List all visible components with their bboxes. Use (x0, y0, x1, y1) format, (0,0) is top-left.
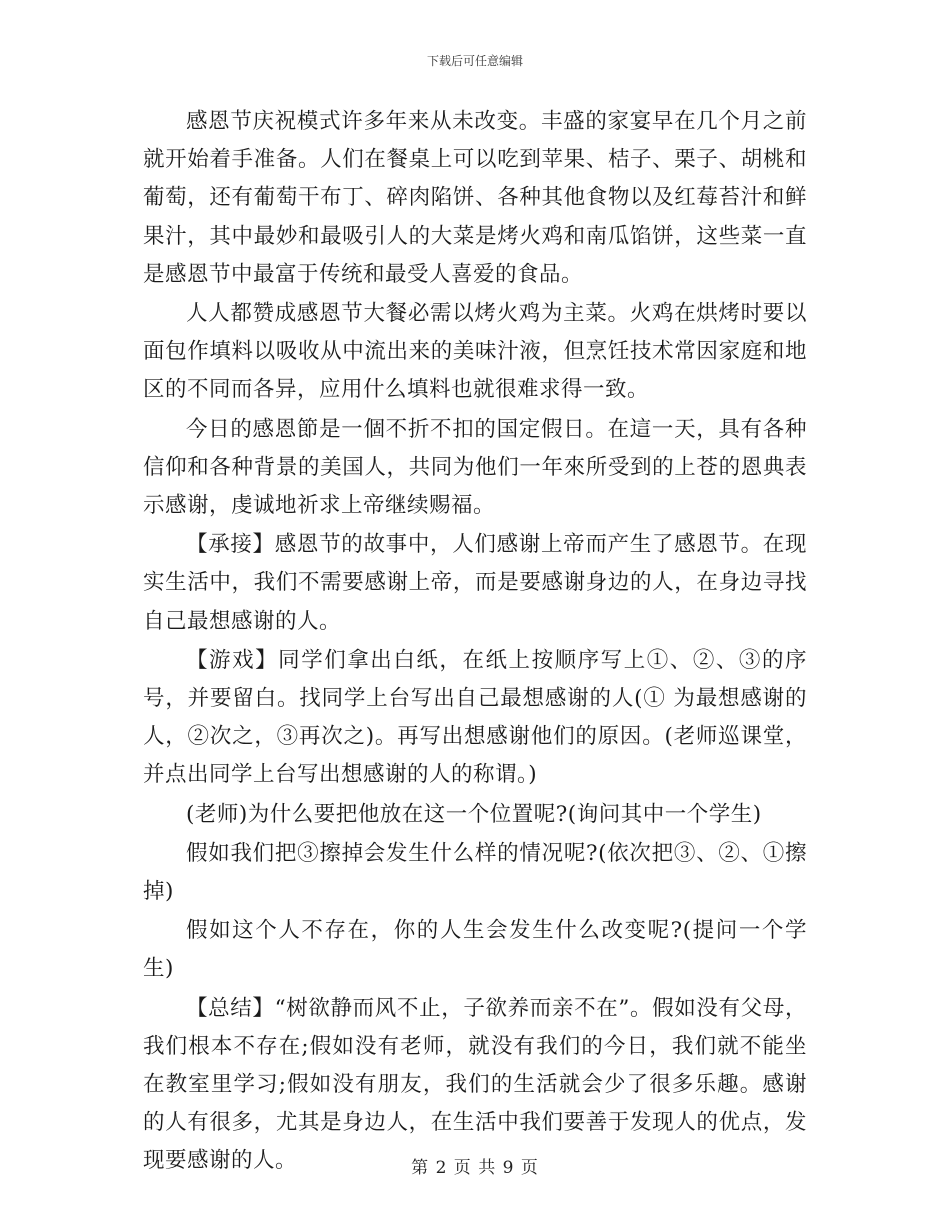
paragraph-transition: 【承接】感恩节的故事中，人们感谢上帝而产生了感恩节。在现实生活中，我们不需要感谢上帝，而是要感谢身边的人，在身边寻找自己最想感谢的人。 (143, 532, 807, 634)
page-header: 下载后可任意编辑 (426, 54, 523, 68)
paragraph-thanksgiving-feast: 感恩节庆祝模式许多年来从未改变。丰盛的家宴早在几个月之前就开始着手准备。人们在餐桌上可以吃到苹果、桔子、栗子、胡桃和葡萄，还有葡萄干布丁、碎肉陷饼、各种其他食物以及红莓苔汁和鲜果汁，其中最妙和最吸引人的大菜是烤火鸡和南瓜馅饼，这些菜一直是感恩节中最富于传统和最受人喜爱的食品。 (143, 109, 807, 287)
paragraph-summary: 【总结】“树欲静而风不止，子欲养而亲不在”。假如没有父母，我们根本不存在;假如没有老师，就没有我们的今日，我们就不能坐在教室里学习;假如没有朋友，我们的生活就会少了很多乐趣。感谢的人有很多，尤其是身边人，在生活中我们要善于发现人的优点，发现要感谢的人。 (143, 995, 807, 1174)
paragraph-national-holiday: 今日的感恩節是一個不折不扣的国定假日。在這一天，具有各种信仰和各种背景的美国人，共同为他们一年來所受到的上苍的恩典表示感谢，虔诚地祈求上帝继续赐福。 (143, 416, 807, 519)
paragraph-turkey: 人人都赞成感恩节大餐必需以烤火鸡为主菜。火鸡在烘烤时要以面包作填料以吸收从中流出来的美味汁液，但烹饪技术常因家庭和地区的不同而各异，应用什么填料也就很难求得一致。 (143, 301, 807, 403)
document-body (143, 103, 807, 1182)
paragraph-teacher-question: (老师)为什么要把他放在这一个位置呢?(询问其中一个学生) (186, 801, 762, 827)
paragraph-absence-question: 假如这个人不存在，你的人生会发生什么改变呢?(提问一个学生) (143, 918, 807, 982)
page-number: 第 2 页 共 9 页 (411, 1158, 539, 1178)
paragraph-erase-question: 假如我们把③擦掉会发生什么样的情况呢?(依次把③、②、①擦掉) (143, 840, 807, 905)
paragraph-game: 【游戏】同学们拿出白纸，在纸上按顺序写上①、②、③的序号，并要留白。找同学上台写出自己最想感谢的人(① 为最想感谢的人，②次之，③再次之)。再写出想感谢他们的原因。(老师巡课堂，并点出同学上台写出想感谢的人的称谓。) (143, 647, 807, 788)
